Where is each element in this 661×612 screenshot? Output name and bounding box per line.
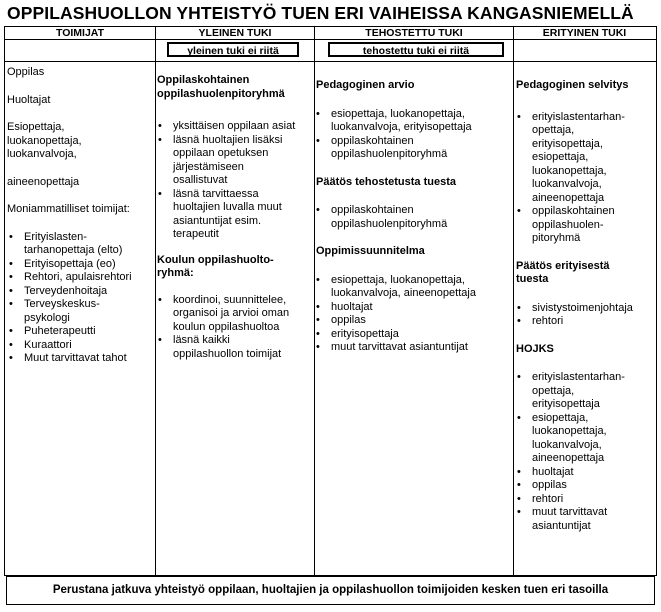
list-item: • erityislastentarhan-opettaja, erityisopettaja [532,371,640,412]
header-tehostettu-tuki: TEHOSTETTU TUKI [365,27,463,39]
list-item: • erityislastentarhan-opettaja, erityisopettaja, esiopettaja, luokanopettaja, luokanvalvoja, aineenopettaja [532,111,640,206]
header-yleinen-tuki: YLEINEN TUKI [198,27,272,39]
section-heading: Oppilaskohtainen oppilashuolenpitoryhmä [157,74,285,100]
list-item: • esiopettaja, luokanopettaja, luokanvalvoja, erityisopettaja [331,108,491,135]
list-item: • läsnä tarvittaessa huoltajien luvalla muut asiantuntijat esim. terapeutit [173,188,303,242]
section-heading: Koulun oppilashuolto-ryhmä: [157,253,274,279]
page-title: OPPILASHUOLLON YHTEISTYÖ TUEN ERI VAIHEISSA KANGASNIEMELLÄ [7,3,634,23]
section-heading: Oppimissuunnitelma [316,245,425,257]
list-item: • huoltajat [532,466,653,480]
list-item: • huoltajat [331,301,512,315]
actor-aineenopettaja: aineenopettaja [7,175,80,188]
list-item: • oppilaskohtainen oppilashuolenpitoryhmä [331,204,471,231]
list [316,204,512,231]
list-item: • rehtori [532,493,653,507]
list-item: • oppilaskohtainen oppilashuolenpitoryhmä [331,135,471,162]
actor-moniammatilliset: Moniammatilliset toimijat: [7,203,130,215]
section-heading: HOJKS [516,342,554,355]
list-item: • Puheterapeutti [24,325,149,339]
list-item: • Erityisopettaja (eo) [24,258,149,272]
list-item: • Muut tarvittavat tahot [24,352,149,366]
list [516,111,653,246]
actor-huoltajat: Huoltajat [7,93,51,106]
list-item: • koordinoi, suunnittelee, organisoi ja arvioi oman koulun oppilashuoltoa [173,294,308,335]
list-item: • esiopettaja, luokanopettaja, luokanvalvoja, aineenopettaja [331,274,501,301]
section-heading: Päätös erityisestä tuesta [516,259,610,285]
list-item: • oppilas [331,314,512,328]
list [516,302,653,329]
list [316,108,512,162]
column-divider [314,27,315,575]
list-item: • sivistystoimenjohtaja [532,302,653,316]
column-toimijat [7,66,153,366]
list-item: • rehtori [532,315,653,329]
header-erityinen-tuki: ERITYINEN TUKI [542,27,627,39]
column-divider [155,27,156,575]
list-item: • Erityislasten-tarhanopettaja (elto) [24,231,124,258]
list-item: • läsnä kaikki oppilashuollon toimijat [173,334,303,361]
section-heading: Päätös tehostetusta tuesta [316,175,456,188]
footer-note: Perustana jatkuva yhteistyö oppilaan, huoltajien ja oppilashuollon toimijoiden kesken tuen eri tasoilla [6,576,655,605]
list [316,274,512,355]
section-heading: Pedagoginen selvitys [516,79,629,91]
column-yleinen-tuki [157,74,312,361]
list [157,120,312,242]
list-item: • muut tarvittavat asiantuntijat [532,506,632,533]
list-item: • yksittäisen oppilaan asiat [173,120,312,134]
list [516,371,653,533]
list-item: • erityisopettaja [331,328,512,342]
list-item: • oppilaskohtainen oppilashuolen-pitoryhmä [532,205,630,246]
transition-label-tehostettu: tehostettu tuki ei riitä [328,42,504,57]
column-divider [513,27,514,575]
column-erityinen-tuki [516,79,653,533]
actor-opettajat: Esiopettaja, luokanopettaja, luokanvalvoja, [7,121,82,160]
list-item: • Terveydenhoitaja [24,285,149,299]
list-item: • läsnä huoltajien lisäksi oppilaan opetuksen järjestämiseen osallistuvat [173,134,301,188]
section-heading: Pedagoginen arvio [316,79,415,91]
list-item: • muut tarvittavat asiantuntijat [331,341,512,355]
list-item: • esiopettaja, luokanopettaja, luokanvalvoja, aineenopettaja [532,412,632,466]
list-item: • Terveyskeskus-psykologi [24,298,119,325]
list-item: • Kuraattori [24,339,149,353]
transition-label-yleinen: yleinen tuki ei riitä [167,42,299,57]
column-tehostettu-tuki [316,79,512,355]
list [157,294,312,362]
header-divider [4,39,656,40]
actor-list [7,231,149,366]
list-item: • oppilas [532,479,653,493]
list-item: • Rehtori, apulaisrehtori [24,271,149,285]
header-divider [4,61,656,62]
header-toimijat: TOIMIJAT [55,27,105,39]
actor-oppilas: Oppilas [7,66,45,78]
